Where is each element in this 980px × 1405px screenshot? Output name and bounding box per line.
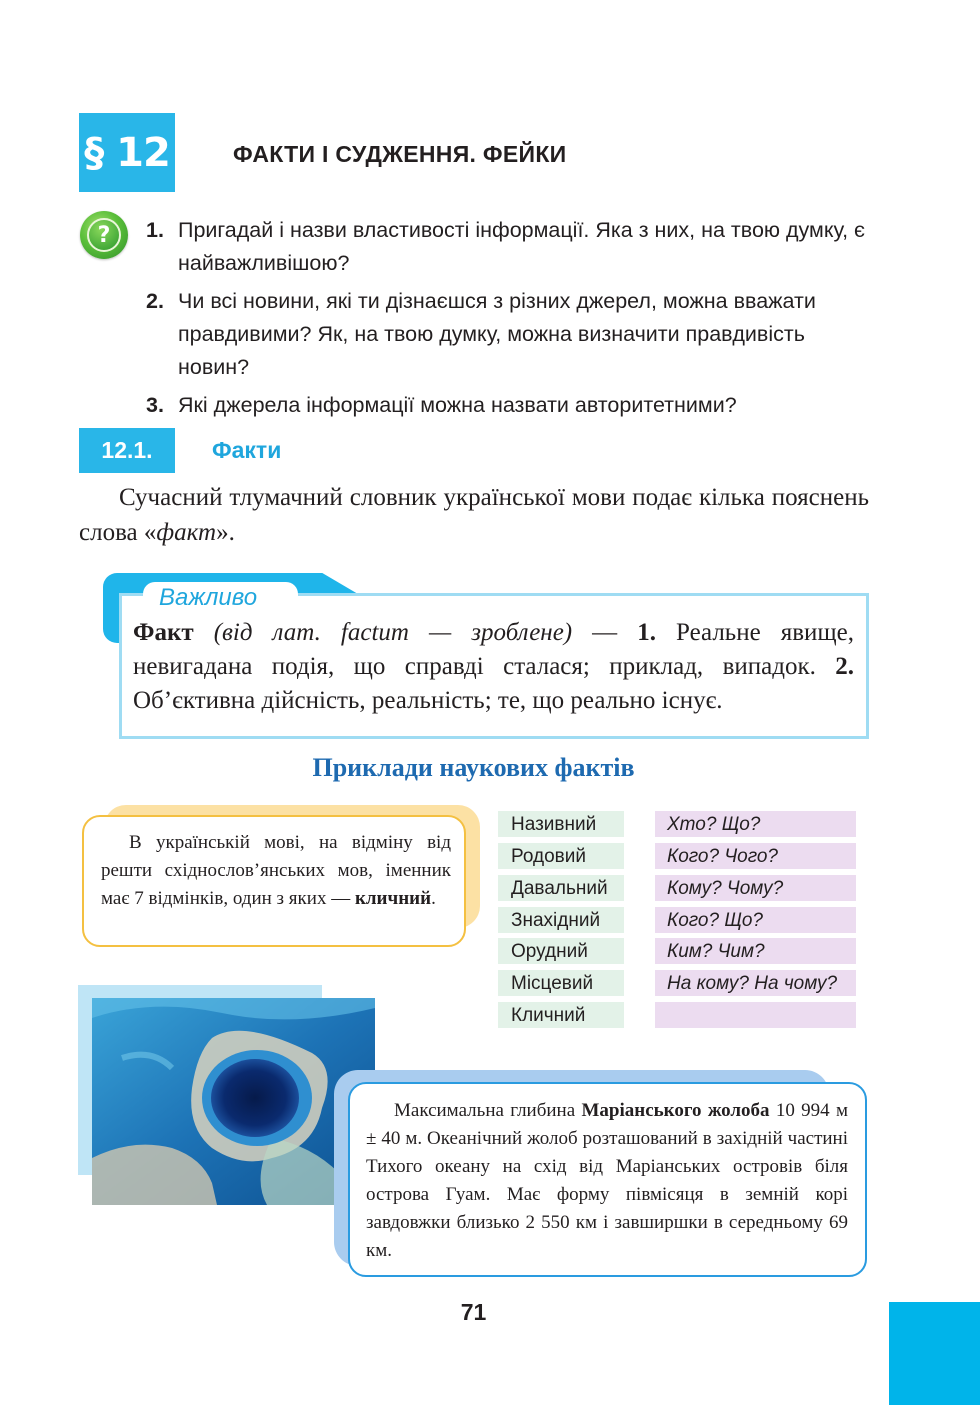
definition-text — [133, 616, 854, 718]
question-number: 1. — [146, 218, 164, 242]
fact-text: В українській мові, на відміну від решти східнослов’янських мов, іменник має 7 відмінків, один з яких — — [101, 832, 451, 909]
case-name: Кличний — [498, 1002, 624, 1028]
question-item — [146, 389, 868, 422]
case-question: Кого? Що? — [655, 907, 856, 933]
case-name: Орудний — [498, 938, 624, 964]
question-number: 2. — [146, 289, 164, 313]
subsection-title: Факти — [212, 437, 282, 463]
question-text: Пригадай і назви властивості інформації. Яка з них, на твою думку, є найважливішою? — [178, 218, 865, 275]
section-title: ФАКТИ І СУДЖЕННЯ. ФЕЙКИ — [233, 141, 567, 167]
intro-term: факт — [156, 519, 217, 546]
question-item — [146, 285, 868, 384]
subsection-badge: 12.1. — [79, 428, 175, 473]
definition-num-1: 1. — [637, 619, 656, 646]
question-number: 3. — [146, 393, 164, 417]
case-question: Хто? Що? — [655, 811, 856, 837]
definition-num-2: 2. — [835, 653, 854, 680]
question-text: Чи всі новини, які ти дізнаєшся з різних джерел, можна вважати правдивими? Як, на твою думку, можна визначити правдивість новин? — [178, 289, 816, 379]
trench-text-start: Максимальна глибина — [394, 1100, 582, 1121]
intro-text: Сучасний тлумачний словник української мови подає кілька пояснень слова « — [79, 484, 869, 546]
case-name: Родовий — [498, 843, 624, 869]
yellow-callout-text — [101, 829, 451, 913]
trench-text-rest: 10 994 м ± 40 м. Океанічний жолоб розташований в західній частині Тихого океану на схід від Маріанських островів біля острова Гуам. Має форму півмісяця в земній корі завдовжки близько 2 550 км і завширшки в середньому 69 км. — [366, 1100, 849, 1261]
trench-name: Маріанського жолоба — [581, 1100, 770, 1121]
question-icon: ? — [80, 211, 128, 259]
fact-bold: кличний — [354, 888, 432, 909]
fact-end: . — [431, 888, 436, 909]
case-question: Ким? Чим? — [655, 938, 856, 964]
definition-1: Реальне явище, невигадана подія, що справді сталася; приклад, випадок. — [133, 619, 855, 680]
intro-paragraph — [79, 480, 869, 550]
intro-end: ». — [216, 519, 235, 546]
case-name: Давальний — [498, 875, 624, 901]
definition-2: Об’єктивна дійсність, реальність; те, що реально існує. — [133, 687, 723, 714]
section-badge: § 12 — [79, 113, 175, 192]
page-corner-block — [889, 1302, 980, 1405]
case-question: Кого? Чого? — [655, 843, 856, 869]
definition-term: Факт — [133, 619, 194, 646]
page-number: 71 — [460, 1299, 487, 1325]
case-question: Кому? Чому? — [655, 875, 856, 901]
important-label: Важливо — [143, 582, 298, 612]
ocean-hole-photo — [92, 998, 375, 1205]
examples-title: Приклади наукових фактів — [312, 753, 635, 782]
case-question: На кому? На чому? — [655, 970, 856, 996]
definition-dash: — — [572, 619, 638, 646]
question-text: Які джерела інформації можна назвати авторитетними? — [178, 393, 737, 417]
case-question — [655, 1002, 856, 1028]
question-item — [146, 214, 868, 280]
case-name: Знахідний — [498, 907, 624, 933]
blue-callout-text — [366, 1097, 848, 1265]
definition-origin: (від лат. factum — зроблене) — [213, 619, 573, 646]
questions-list — [146, 214, 868, 427]
case-name: Місцевий — [498, 970, 624, 996]
case-name: Називний — [498, 811, 624, 837]
